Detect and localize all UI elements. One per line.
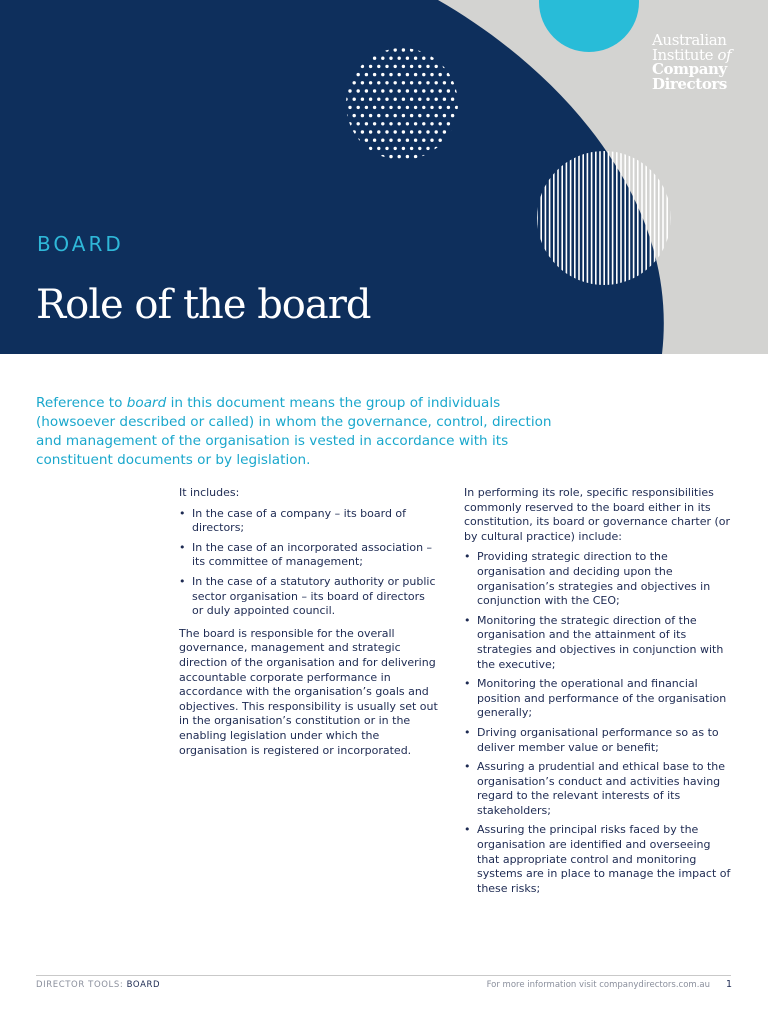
list-item: • Driving organisational performance so as to deliver member value or benefit; (464, 726, 732, 755)
right-lead: In performing its role, specific responsibilities commonly reserved to the board either in its constitution, its board or governance charter (or by cultural practice) include: (464, 486, 731, 543)
list-item: • Monitoring the operational and financial position and performance of the organisation generally; (464, 677, 732, 721)
list-item: • In the case of a statutory authority or public sector organisation – its board of directors or duly appointed council. (179, 575, 439, 619)
page-number: 1 (725, 979, 732, 990)
list-item: • Providing strategic direction to the organisation and deciding upon the organisation’s strategies and objectives in conjunction with the CEO; (464, 550, 732, 608)
footer-label: DIRECTOR TOOLS: BOARD (36, 980, 161, 990)
left-lead: It includes: (179, 486, 240, 499)
header-banner (0, 0, 768, 354)
left-paragraph: The board is responsible for the overall governance, management and strategic direction of the organisation and for delivering accountable corporate performance in accordance with the organisation’s goals and objectives. This responsibility is usually set out in the organisation’s constitution or in the enabling legislation under which the organisation is registered or incorporated. (179, 626, 438, 757)
left-list (179, 507, 439, 619)
footer-divider (36, 975, 731, 976)
list-item: • In the case of a company – its board of directors; (179, 507, 439, 536)
list-item: • Assuring a prudential and ethical base to the organisation’s conduct and activities having regard to the relevant interests of its stakeholders; (464, 760, 732, 818)
left-column (179, 486, 439, 764)
intro-paragraph: Reference to board in this document means the group of individuals (howsoever described or called) in whom the governance, control, direction and management of the organisation is vested in accordance with its constituent documents or by legislation. (36, 395, 552, 468)
page-title: Role of the board (36, 282, 371, 328)
aicd-logo[interactable]: Australian Institute of Company Directors (652, 31, 732, 93)
section-label: BOARD (37, 232, 124, 256)
right-column (464, 486, 732, 904)
right-list (464, 550, 732, 896)
list-item: • Assuring the principal risks faced by the organisation are identified and overseeing that appropriate control and monitoring systems are in place to manage the impact of these risks; (464, 823, 732, 896)
footer-link[interactable]: For more information visit companydirectors.com.au (486, 980, 710, 990)
list-item: • Monitoring the strategic direction of the organisation and the attainment of its strategies and objectives in conjunction with the executive; (464, 614, 732, 672)
list-item: • In the case of an incorporated association – its committee of management; (179, 541, 439, 570)
